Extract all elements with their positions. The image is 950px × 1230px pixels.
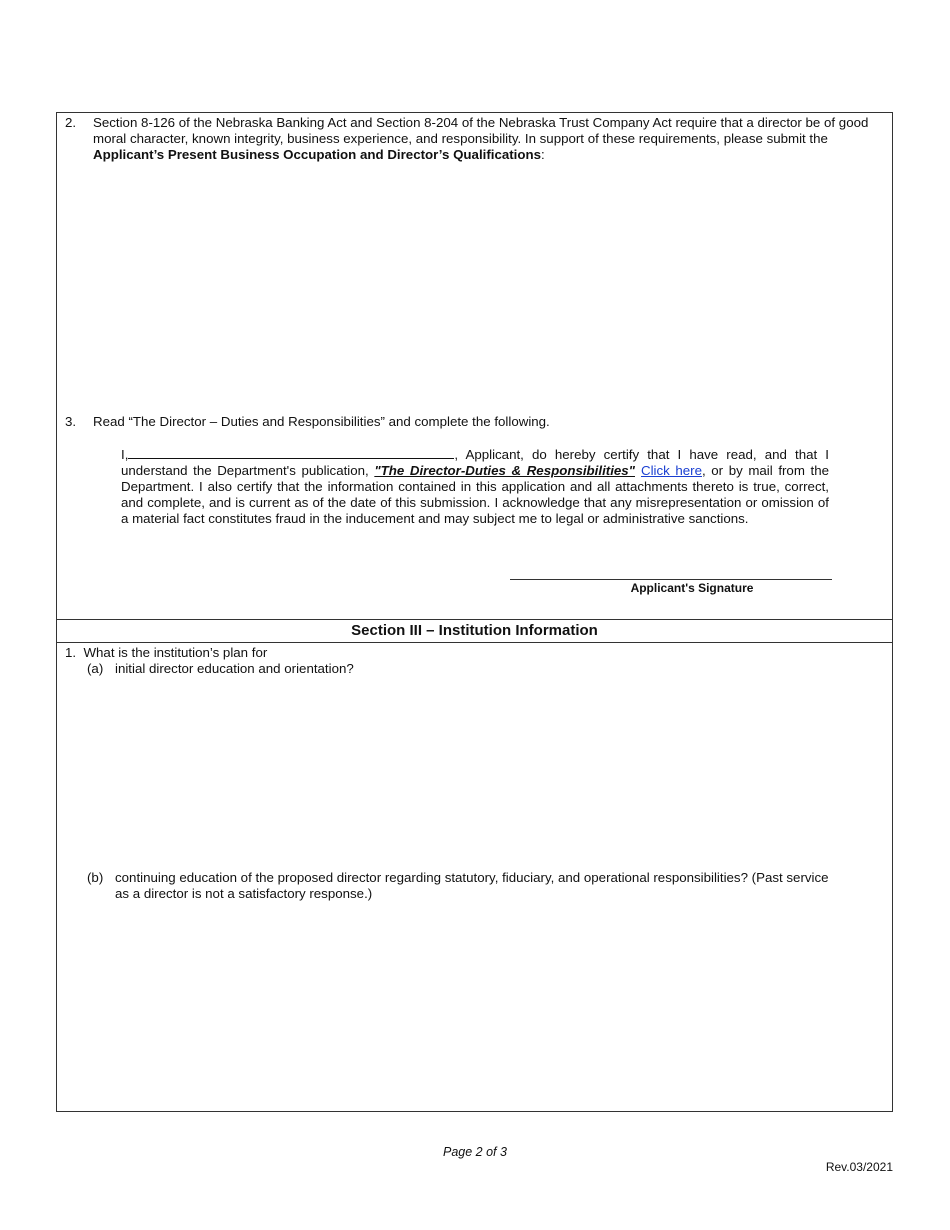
publication-link[interactable]: Click here (640, 463, 702, 478)
section-3-q1-number: 1. (65, 645, 77, 660)
q3-number: 3. (65, 414, 77, 429)
section-3-q1-text: What is the institution’s plan for (83, 645, 268, 660)
section-3-q1 (65, 645, 267, 661)
signature-label: Applicant's Signature (630, 581, 754, 595)
q1b-text: continuing education of the proposed director regarding statutory, fiduciary, and operational responsibilities? (Past service as a director is not a satisfactory response.) (115, 870, 829, 901)
q2-text-end: : (541, 147, 545, 162)
q1a-text: initial director education and orientation? (115, 661, 354, 676)
cert-part2: , or by mail from the Department. I also certify that the information contained in this application and all attachments thereto is true, correct, and complete, and is current as of the date of this submission. I acknowledge that any misrepresentation or omission of a material fact constitutes fraud in the inducement and may subject me to legal or administrative sanctions. (121, 463, 829, 526)
q2-number: 2. (65, 115, 77, 130)
form-frame (56, 112, 893, 1112)
publication-title: "The Director-Duties & Responsibilities" (374, 463, 635, 478)
cert-prefix: I, (121, 447, 129, 462)
page-number: Page 2 of 3 (443, 1145, 507, 1159)
certification-statement (121, 446, 829, 527)
q1b-label: (b) (87, 870, 104, 885)
section-3-header: Section III – Institution Information (57, 619, 892, 643)
applicant-name-field[interactable] (128, 446, 454, 459)
q2-text-bold: Applicant’s Present Business Occupation and Director’s Qualifications (93, 147, 542, 162)
q2-text (93, 115, 887, 163)
q1a-label: (a) (87, 661, 104, 676)
q2-text-intro: Section 8-126 of the Nebraska Banking Act and Section 8-204 of the Nebraska Trust Company Act require that a director be of good moral character, known integrity, business experience, and responsibility. In support of these requirements, please submit the (93, 115, 869, 146)
q3-heading: Read “The Director – Duties and Responsibilities” and complete the following. (93, 414, 550, 429)
cert-part1: , Applicant, do hereby certify that I have read, and that I understand the Department's publication, (121, 447, 829, 478)
revision-label: Rev.03/2021 (825, 1160, 893, 1174)
